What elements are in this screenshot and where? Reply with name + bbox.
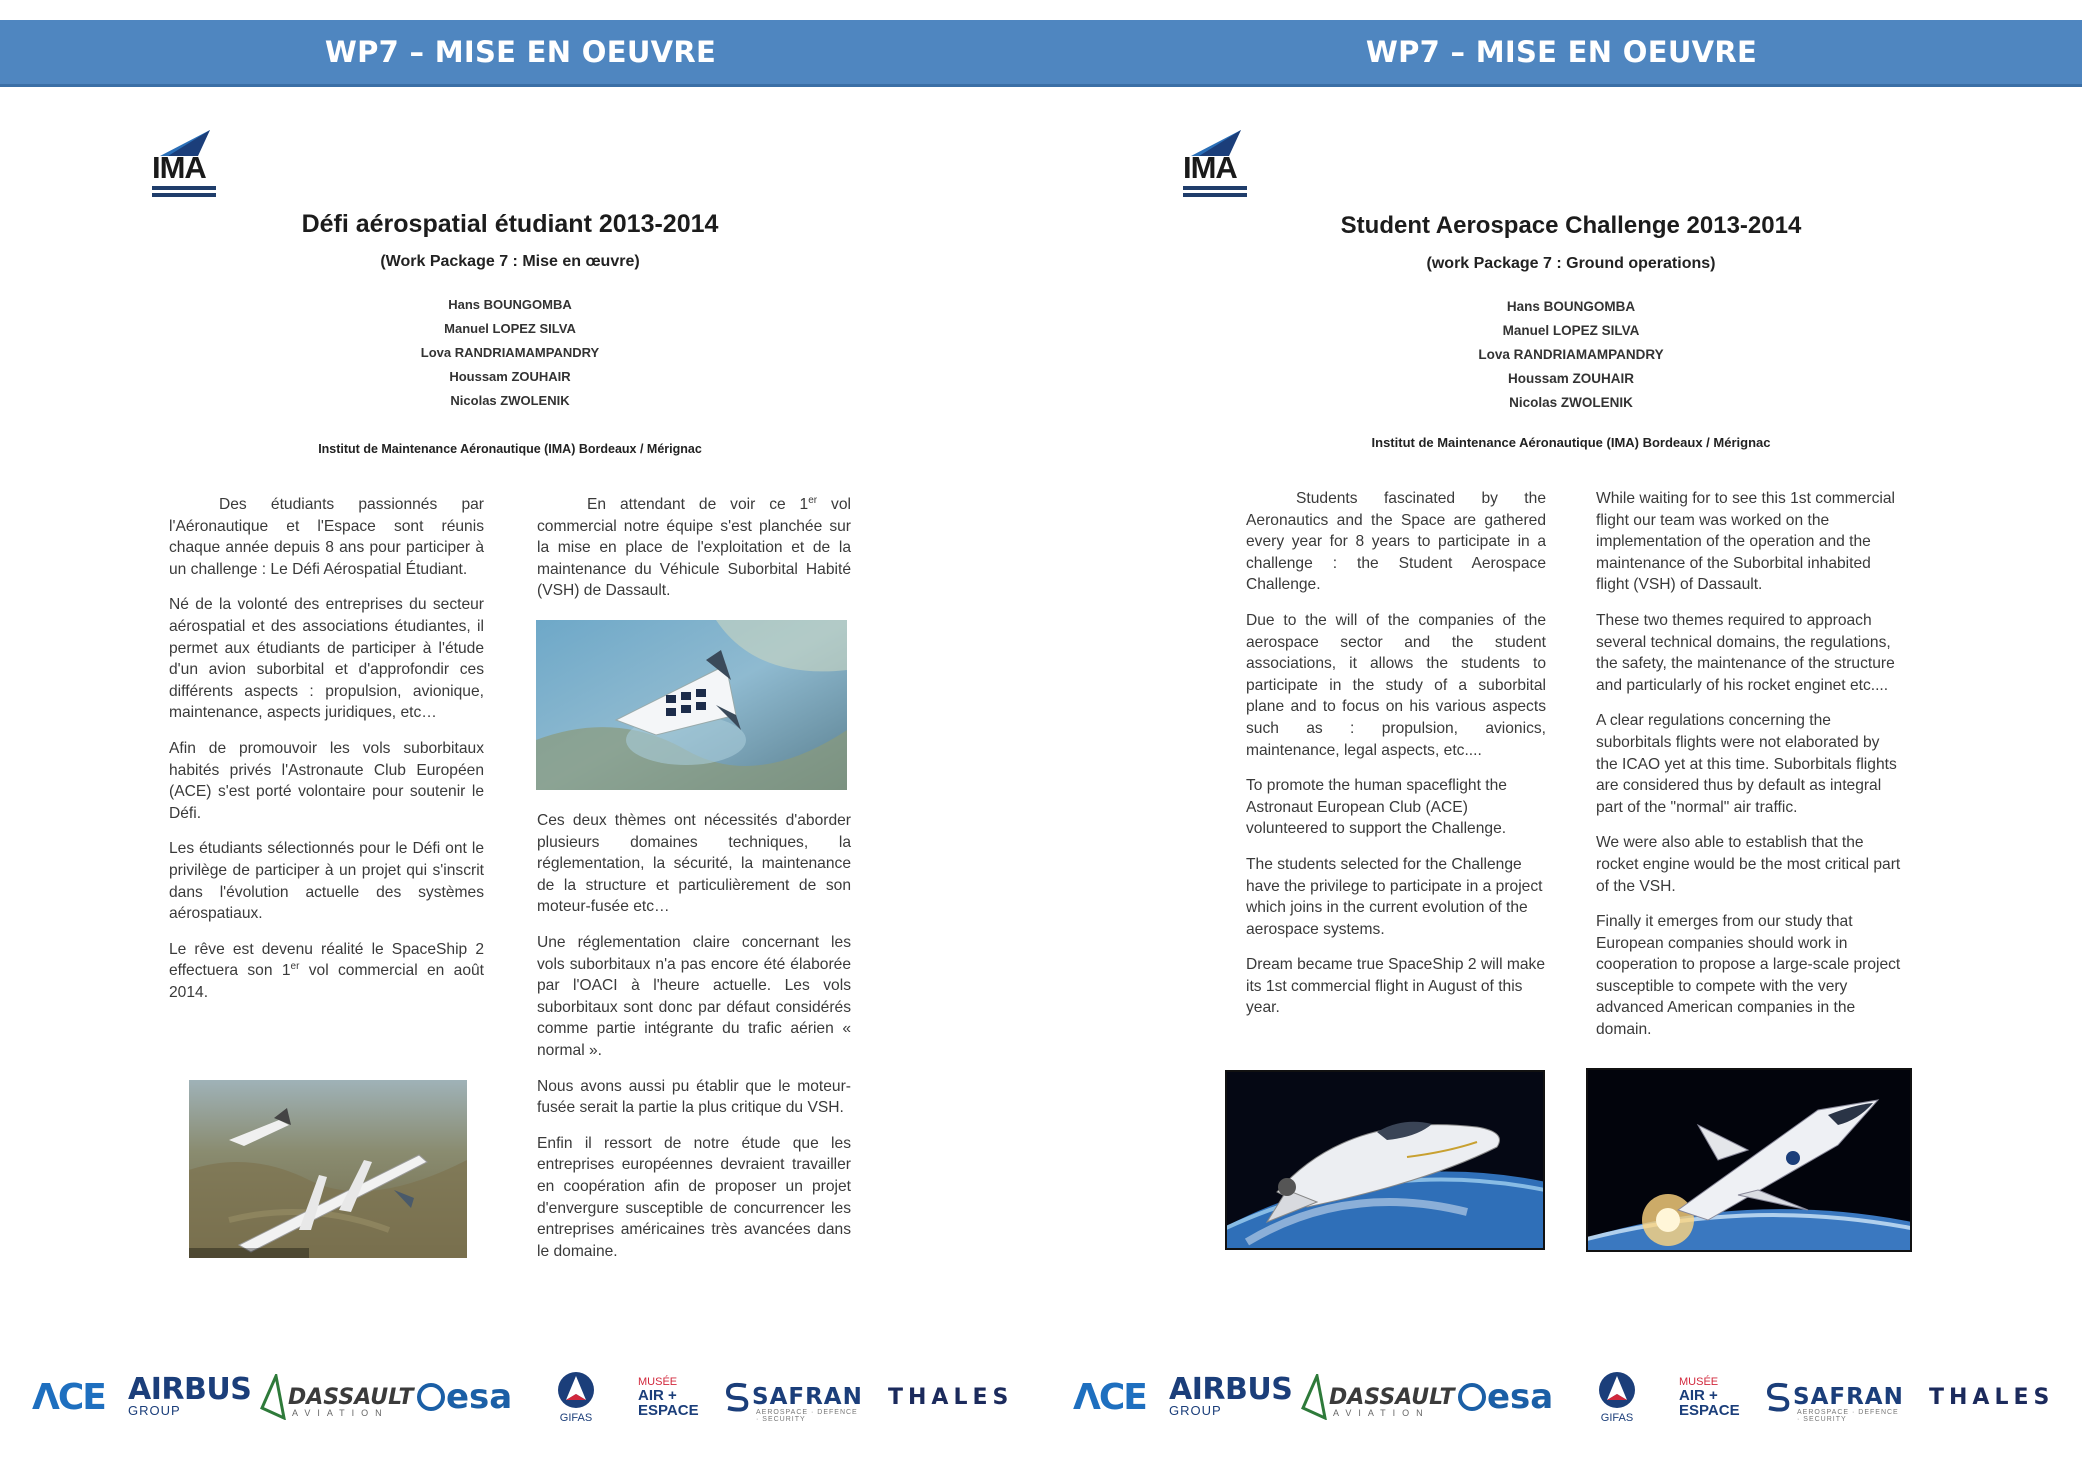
- sponsor-logos: [0, 1368, 1041, 1426]
- author-list: [1371, 295, 1771, 415]
- author: Nicolas ZWOLENIK: [1509, 395, 1633, 410]
- paragraph: Due to the will of the companies of the aerospace sector and the student associations, it allows the students to participate in the study of a suborbital plane and to focus on his various aspects such as : propulsion, avionics, maintenance, legal aspects, etc....: [1246, 611, 1546, 759]
- ace-logo: ΛCE: [32, 1376, 105, 1418]
- safran-logo: SAFRAN AEROSPACE · DEFENCE · SECURITY: [722, 1368, 863, 1426]
- spaceplane-launch-image: [1586, 1068, 1912, 1252]
- paragraph: Students fascinated by the Aeronautics and the Space are gathered every year for 8 years to participate in a challenge : the Student Aerospace Challenge.: [1246, 490, 1546, 594]
- gifas-logo: GIFAS: [1597, 1368, 1637, 1426]
- paragraph: Ces deux thèmes ont nécessités d'aborder plusieurs domaines techniques, la réglementation, la sécurité, la maintenance de la structure et particulièrement de son moteur-fusée etc…: [537, 812, 851, 916]
- doc-subtitle: (work Package 7 : Ground operations): [1426, 255, 1716, 272]
- sponsor-logos: [1041, 1368, 2082, 1426]
- ima-logo: IMA: [1181, 128, 1251, 200]
- banner-title: WP7 – MISE EN OEUVRE: [324, 35, 717, 69]
- thales-logo: THALES: [888, 1384, 1014, 1410]
- paragraph: Les étudiants sélectionnés pour le Défi ont le privilège de participer à un projet qui s'inscrit dans l'évolution actuelle des systèmes aérospatiaux.: [169, 840, 484, 923]
- paragraph: Dream became true SpaceShip 2 will make its 1st commercial flight in August of this year.: [1246, 956, 1546, 1017]
- author: Manuel LOPEZ SILVA: [444, 321, 576, 336]
- text-column-1: [169, 494, 484, 1017]
- paragraph: While waiting for to see this 1st commercial flight our team was worked on the implementation of the operation and the maintenance of the Suborbital inhabited flight (VSH) of Dassault.: [1596, 490, 1895, 594]
- paragraph: Le rêve est devenu réalité le SpaceShip 2 effectuera son 1er vol commercial en août 2014.: [169, 940, 484, 1001]
- paragraph: We were also able to establish that the rocket engine would be the most critical part of the VSH.: [1596, 834, 1901, 895]
- paragraph: Nous avons aussi pu établir que le moteur-fusée serait la partie la plus critique du VSH.: [537, 1077, 851, 1117]
- airbus-logo: AIRBUS GROUP: [1169, 1372, 1293, 1418]
- banner: [1041, 20, 2082, 87]
- paragraph: Afin de promouvoir les vols suborbitaux habités privés l'Astronaute Club Européen (ACE) s'est porté volontaire pour soutenir le Défi.: [169, 739, 484, 822]
- doc-title: Défi aérospatial étudiant 2013-2014: [301, 210, 719, 238]
- dassault-logo: DASSAULT AVIATION: [1299, 1368, 1454, 1426]
- author: Hans BOUNGOMBA: [1506, 299, 1636, 314]
- doc-title: Student Aerospace Challenge 2013-2014: [1340, 212, 1802, 239]
- paragraph: Finally it emerges from our study that European companies should work in cooperation to propose a large-scale project susceptible to compete with the very advanced American companies in the domain.: [1596, 913, 1901, 1039]
- thales-logo: THALES: [1929, 1384, 2055, 1410]
- spaceplane-earth-image: [1225, 1070, 1545, 1250]
- text-column-2b: [537, 810, 851, 1276]
- musee-air-espace-logo: MUSÉE AIR + ESPACE: [638, 1376, 699, 1419]
- esa-logo: esa: [1457, 1368, 1553, 1426]
- airbus-logo: AIRBUS GROUP: [128, 1372, 252, 1418]
- dassault-emblem-icon: [1299, 1374, 1329, 1420]
- gifas-logo: GIFAS: [556, 1368, 596, 1426]
- author: Houssam ZOUHAIR: [1507, 371, 1634, 386]
- safran-logo: SAFRAN AEROSPACE · DEFENCE · SECURITY: [1763, 1368, 1904, 1426]
- esa-emblem-icon: [1457, 1382, 1487, 1412]
- page-right: [1041, 0, 2082, 1469]
- paragraph: En attendant de voir ce 1er vol commercial notre équipe s'est planchée sur la mise en place de l'exploitation et de la maintenance du Véhicule Suborbital Habité (VSH) de Dassault.: [537, 494, 851, 600]
- text-column-2: [1596, 488, 1901, 1055]
- doc-subtitle: (Work Package 7 : Mise en œuvre): [380, 253, 640, 270]
- author: Nicolas ZWOLENIK: [450, 393, 570, 408]
- author: Lova RANDRIAMAMPANDRY: [1478, 347, 1664, 362]
- safran-emblem-icon: [722, 1380, 752, 1414]
- author: Houssam ZOUHAIR: [449, 369, 571, 384]
- banner-title: WP7 – MISE EN OEUVRE: [1365, 35, 1758, 69]
- paragraph: Des étudiants passionnés par l'Aéronautique et l'Espace sont réunis chaque année depuis 8 ans pour participer à un challenge : Le Défi Aérospatial Étudiant.: [169, 496, 484, 578]
- paragraph: Une réglementation claire concernant les vols suborbitaux n'a pas encore été élaborée par l'OACI à l'heure actuelle. Les vols suborbitaux sont donc par défaut considérés comme partie intégrante du trafic aérien « normal ».: [537, 933, 851, 1059]
- paragraph: These two themes required to approach several technical domains, the regulations, the safety, the maintenance of the structure and particularly of his rocket enginet etc....: [1596, 611, 1895, 694]
- institute: Institut de Maintenance Aéronautique (IMA) Bordeaux / Mérignac: [318, 442, 702, 456]
- vsh-spaceplane-image: [536, 620, 847, 790]
- banner: [0, 20, 1041, 87]
- spaceship-two-image: [189, 1080, 467, 1258]
- institute: Institut de Maintenance Aéronautique (IMA) Bordeaux / Mérignac: [1371, 435, 1771, 450]
- author-list: [310, 293, 710, 413]
- ace-logo: ΛCE: [1073, 1376, 1146, 1418]
- gifas-emblem-icon: [556, 1370, 596, 1410]
- musee-air-espace-logo: MUSÉE AIR + ESPACE: [1679, 1376, 1740, 1419]
- author: Hans BOUNGOMBA: [448, 297, 572, 312]
- text-column-1: [1246, 488, 1546, 1033]
- author: Manuel LOPEZ SILVA: [1502, 323, 1640, 338]
- dassault-logo: DASSAULT AVIATION: [258, 1368, 413, 1426]
- paragraph: Né de la volonté des entreprises du secteur aérospatial et des associations étudiantes, il permet aux étudiants de participer à l'étude d'un avion suborbital et d'approfondir ces différents aspects : propulsion, avionique, maintenance, aspects juridiques, etc…: [169, 596, 484, 722]
- paragraph: Enfin il ressort de notre étude que les entreprises européennes devraient travailler en coopération afin de proposer un projet d'envergure susceptible de concurrencer les entreprises américaines très avancées dans le domaine.: [537, 1134, 851, 1260]
- author: Lova RANDRIAMAMPANDRY: [420, 345, 600, 360]
- gifas-emblem-icon: [1597, 1370, 1637, 1410]
- ima-logo: IMA: [150, 128, 220, 200]
- esa-logo: esa: [416, 1368, 512, 1426]
- text-column-2: [537, 494, 851, 616]
- paragraph: To promote the human spaceflight the Astronaut European Club (ACE) volunteered to support the Challenge.: [1246, 777, 1507, 838]
- dassault-emblem-icon: [258, 1374, 288, 1420]
- paragraph: A clear regulations concerning the suborbitals flights were not elaborated by the ICAO yet at this time. Suborbitals flights are considered thus by default as integral part of the "normal" air traffic.: [1596, 712, 1897, 816]
- esa-emblem-icon: [416, 1382, 446, 1412]
- paragraph: The students selected for the Challenge have the privilege to participate in a project which joins in the current evolution of the aerospace systems.: [1246, 855, 1543, 938]
- safran-emblem-icon: [1763, 1380, 1793, 1414]
